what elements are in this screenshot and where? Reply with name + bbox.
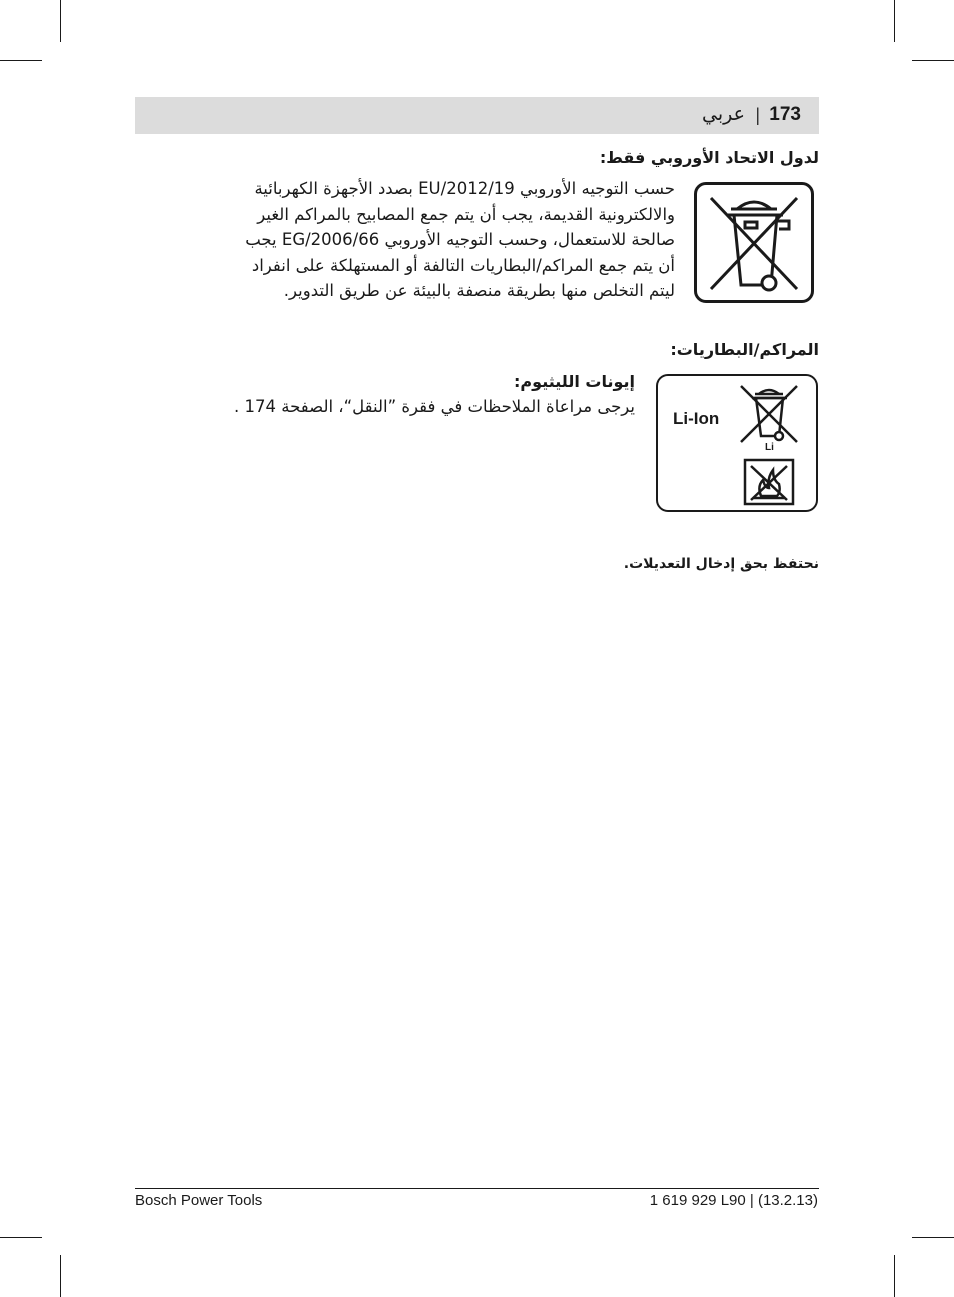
weee-symbol: [694, 182, 814, 303]
crossed-bin-icon: [737, 382, 801, 446]
eu-line: أن يتم جمع المراكم/البطاريات التالفة أو المستهلكة على انفراد: [251, 255, 675, 275]
page-number: 173: [769, 104, 801, 125]
batteries-heading: المراكم/البطاريات:: [670, 340, 819, 359]
crop-mark: [912, 1237, 954, 1238]
page-header: [135, 97, 819, 134]
crop-mark: [60, 1255, 61, 1297]
footer-divider: [135, 1188, 819, 1189]
language-label: عربي: [702, 103, 745, 125]
eu-line: صالحة للاستعمال، وحسب التوجيه الأوروبي 2006/66/EG يجب: [245, 230, 675, 249]
eu-line: حسب التوجيه الأوروبي 2012/19/EU بصدد الأجهزة الكهربائية: [254, 179, 675, 198]
footer-brand: Bosch Power Tools: [135, 1192, 263, 1209]
eu-heading: لدول الاتحاد الأوروبي فقط:: [599, 148, 819, 167]
changes-notice: نحتفظ بحق إدخال التعديلات.: [623, 556, 819, 572]
liion-paragraph: [135, 394, 635, 420]
footer-doc-ref: 1 619 929 L90 | (13.2.13): [649, 1192, 818, 1209]
liion-symbol: [656, 374, 818, 512]
crop-mark: [0, 60, 42, 61]
crop-mark: [894, 1255, 895, 1297]
eu-paragraph: [135, 176, 675, 304]
liion-label: Li-Ion: [673, 409, 720, 428]
crop-mark: [894, 0, 895, 42]
crop-mark: [912, 60, 954, 61]
li-label: Li: [765, 442, 774, 453]
liion-text: يرجى مراعاة الملاحظات في فقرة ”النقل“، الصفحة 174 .: [234, 397, 635, 416]
no-fire-icon: [743, 458, 795, 506]
crop-mark: [60, 0, 61, 42]
crossed-bin-icon: [697, 185, 811, 300]
header-separator: |: [755, 105, 760, 125]
liion-heading: إيونات الليثيوم:: [514, 372, 635, 391]
eu-line: ليتم التخلص منها بطريقة منصفة بالبيئة عن طريق التدوير.: [283, 281, 675, 300]
eu-line: والالكترونية القديمة، يجب أن يتم جمع المصابيح بالمراكم الغير: [257, 204, 675, 224]
crop-mark: [0, 1237, 42, 1238]
